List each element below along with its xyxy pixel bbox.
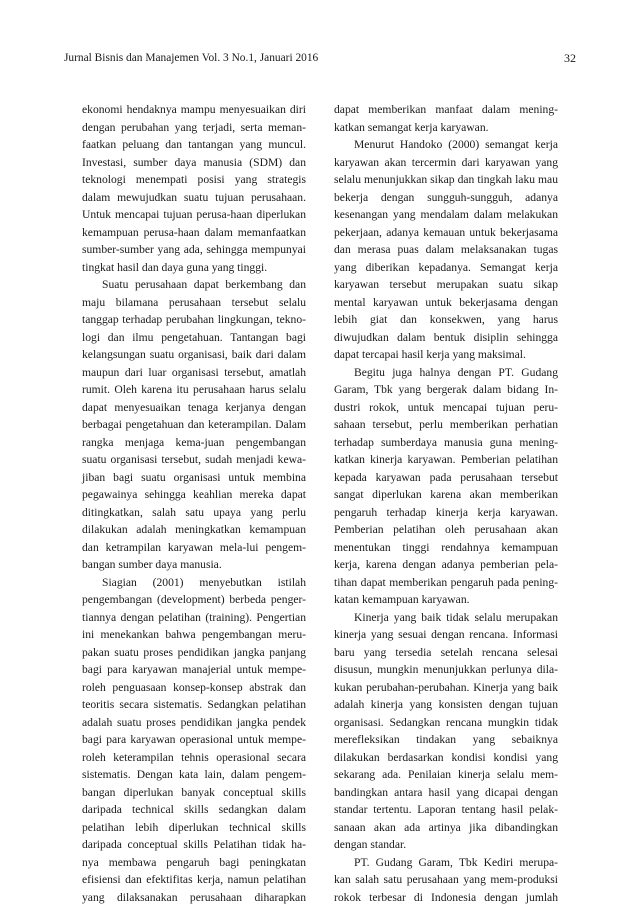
paragraph: PT. Gudang Garam, Tbk Kediri merupa-kan salah satu perusahaan yang mem-produksi rokok terbesar di Indonesia dengan jumlah [334, 854, 558, 906]
journal-title: Jurnal Bisnis dan Manajemen Vol. 3 No.1, Januari 2016 [64, 51, 318, 65]
paragraph: Begitu juga halnya dengan PT. Gudang Garam, Tbk yang bergerak dalam bidang In-dustri rokok, untuk mencapai tujuan peru-sahaan tersebut, perlu memberikan perhatian terhadap sumberdaya manusia guna mening-katkan kinerja karyawan. Pemberian pelatihan kepada karyawan pada perusahaan tersebut sangat diperlukan karena akan memberikan pengaruh terhadap kinerja kerja karyawan. Pemberian pelatihan oleh perusahaan akan menentukan tinggi rendahnya kemampuan kerja, karena dengan adanya pemberian pela-tihan dapat memberikan pengaruh pada pening-katan kemampuan karyawan. [334, 364, 558, 609]
paragraph: Menurut Handoko (2000) semangat kerja karyawan akan tercermin dari karyawan yang selalu menunjukkan sikap dan tingkah laku mau bekerja dengan sungguh-sungguh, adanya kesenangan yang mendalam dalam melakukan pekerjaan, adanya kemauan untuk bekerjasama dan merasa puas dalam melaksanakan tugas yang diberikan kepadanya. Semangat kerja karyawan tersebut merupakan suatu sikap mental karyawan untuk bekerjasama dengan lebih giat dan konsekwen, yang harus diwujudkan dalam bentuk disiplin sehingga dapat tercapai hasil kerja yang maksimal. [334, 136, 558, 364]
left-column [82, 101, 306, 906]
right-column [334, 101, 558, 906]
paragraph: Suatu perusahaan dapat berkembang dan maju bilamana perusahaan tersebut selalu tanggap terhadap perubahan lingkungan, tekno-logi dan ilmu pengetahuan. Tantangan bagi kelangsungan suatu organisasi, baik dari dalam maupun dari luar organisasi tersebut, amatlah rumit. Oleh karena itu perusahaan harus selalu dapat menyesuaikan tenaga kerjanya dengan berbagai pengetahuan dan keterampilan. Dalam rangka menjaga kema-juan pengembangan suatu organisasi tersebut, sudah menjadi kewa-jiban bagi suatu organisasi untuk membina pegawainya sehingga keahlian mereka dapat ditingkatkan, salah satu upaya yang perlu dilakukan adalah meningkatkan kemampuan dan ketrampilan karyawan mela-lui pengem-bangan sumber daya manusia. [82, 276, 306, 574]
paragraph: ekonomi hendaknya mampu menyesuaikan diri dengan perubahan yang terjadi, serta meman-faatkan peluang dan tantangan yang muncul. Investasi, sumber daya manusia (SDM) dan teknologi menempati posisi yang strategis dalam mewujudkan suatu tujuan perusahaan. Untuk mencapai tujuan perusa-haan diperlukan kemampuan perusa-haan dalam memanfaatkan sumber-sumber yang ada, sehingga mempunyai tingkat hasil dan daya guna yang tinggi. [82, 101, 306, 276]
paragraph: Siagian (2001) menyebutkan istilah pengembangan (development) berbeda penger-tiannya dengan pelatihan (training). Pengertian ini menekankan bahwa pengembangan meru-pakan suatu proses pendidikan jangka panjang bagi para karyawan manajerial untuk mempe-roleh penguasaan konsep-konsep abstrak dan teoritis secara sistematis. Sedangkan pelatihan adalah suatu proses pendidikan jangka pendek bagi para karyawan operasional untuk mempe-roleh keterampilan tehnis operasional secara sistematis. Dengan kata lain, dalam pengem-bangan diperlukan banyak conceptual skills daripada technical skills sedangkan dalam pelatihan lebih diperlukan technical skills daripada conceptual skills Pelatihan tidak ha-nya membawa pengaruh bagi peningkatan efisiensi dan efektifitas kerja, namun pelatihan yang dilaksanakan perusahaan diharapkan [82, 574, 306, 906]
paragraph: Kinerja yang baik tidak selalu merupakan kinerja yang sesuai dengan rencana. Informasi baru yang tersedia setelah rencana selesai disusun, mungkin menunjukkan perlunya dila-kukan perubahan-perubahan. Kinerja yang baik adalah kinerja yang konsisten dengan tujuan organisasi. Sedangkan rencana mungkin tidak merefleksikan tindakan yang sebaiknya dilakukan berdasarkan kondisi kondisi yang sekarang ada. Penilaian kinerja selalu mem-bandingkan antara hasil yang dicapai dengan standar tertentu. Laporan tentang hasil pelak-sanaan akan ada artinya jika dibandingkan dengan standar. [334, 609, 558, 854]
page-number: 32 [564, 51, 576, 65]
paragraph: dapat memberikan manfaat dalam mening-katkan semangat kerja karyawan. [334, 101, 558, 136]
